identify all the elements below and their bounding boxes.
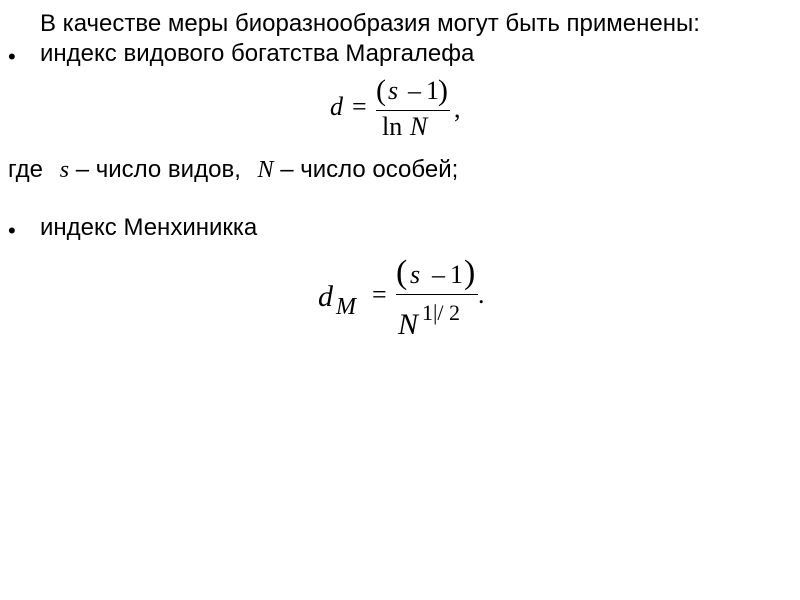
formula-equals: = [372,280,387,309]
formula-comma: , [454,94,461,123]
num-minus: – [408,76,421,105]
num-one: 1 [426,76,439,105]
margalef-formula [330,74,470,144]
menhinick-formula [318,256,508,346]
fraction-bar [376,110,450,111]
paren-open: ( [376,74,386,107]
s-description: – число видов, [75,156,241,183]
formula-lhs: d [318,280,333,313]
paren-close: ) [438,74,448,107]
den-exponent: 1|/ 2 [422,300,461,325]
num-minus: – [432,260,445,289]
paren-open: ( [396,254,408,291]
definitions-line [8,156,458,184]
bullet-marker: • [8,218,16,243]
intro-text: В качестве меры биоразнообразия могут быть применены: [40,10,700,37]
fraction-bar [396,294,478,295]
formula-lhs: d [330,92,343,121]
N-description: – число особей; [280,156,459,183]
margalef-index-label: индекс видового богатства Маргалефа [40,40,475,67]
num-s: s [410,260,421,289]
formula-period: . [478,280,485,309]
den-N: N [410,112,428,141]
num-s: s [388,76,399,105]
num-one: 1 [450,260,463,289]
den-N: N [398,308,419,341]
var-N: N [257,157,274,183]
den-ln: ln [382,112,403,141]
var-s: s [59,157,70,183]
formula-equals: = [352,92,367,121]
menhinick-index-label: индекс Менхиникка [40,214,258,241]
where-prefix: где [8,156,44,183]
bullet-marker: • [8,44,16,69]
formula-lhs-subscript: M [336,294,356,320]
paren-close: ) [464,254,476,291]
